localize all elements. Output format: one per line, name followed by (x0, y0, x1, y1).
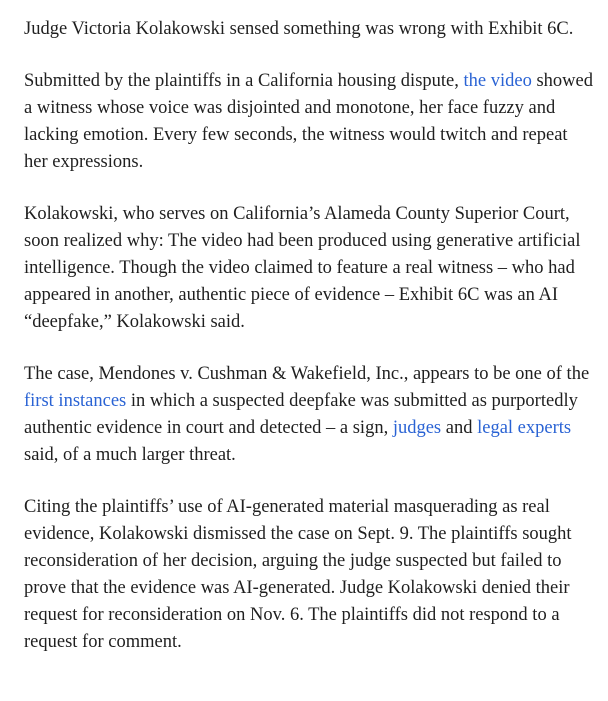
paragraph-dismissal (24, 494, 594, 656)
paragraph-video-lead: Submitted by the plaintiffs in a California housing dispute, (24, 71, 464, 91)
paragraph-video (24, 68, 594, 176)
paragraph-court (24, 201, 594, 336)
paragraph-case-part4: said, of a much larger threat. (24, 445, 236, 465)
paragraph-video-rest: showed a witness whose voice was disjointed and monotone, her face fuzzy and lacking emotion. Every few seconds, the witness would twitch and repeat her expressions. (24, 71, 593, 172)
paragraph-intro (24, 16, 594, 43)
legal-experts-link[interactable]: legal experts (477, 418, 572, 438)
the-video-link[interactable]: the video (463, 71, 532, 91)
paragraph-case (24, 361, 594, 469)
first-instances-link[interactable]: first instances (24, 391, 127, 411)
paragraph-court-text: Kolakowski, who serves on California’s Alameda County Superior Court, soon realized why: The video had been produced using generative artificial intelligence. Though the video claimed to feature a real witness – who had appeared in another, authentic piece of evidence – Exhibit 6C was an AI “deepfake,” Kolakowski said. (24, 204, 581, 332)
paragraph-case-part3: and (441, 418, 478, 438)
judges-link[interactable]: judges (392, 418, 442, 438)
paragraph-case-part1: The case, Mendones v. Cushman & Wakefield, Inc., appears to be one of the (24, 364, 590, 384)
paragraph-dismissal-text: Citing the plaintiffs’ use of AI-generated material masquerading as real evidence, Kolakowski dismissed the case on Sept. 9. The plaintiffs sought reconsideration of her decision, arguing the judge suspected but failed to prove that the evidence was AI-generated. Judge Kolakowski denied their request for reconsideration on Nov. 6. The plaintiffs did not respond to a request for comment. (24, 497, 572, 652)
paragraph-case-part2: in which a suspected deepfake was submitted as purportedly authentic evidence in court and detected – a sign, (24, 391, 578, 438)
paragraph-intro-text: Judge Victoria Kolakowski sensed something was wrong with Exhibit 6C. (24, 19, 574, 39)
